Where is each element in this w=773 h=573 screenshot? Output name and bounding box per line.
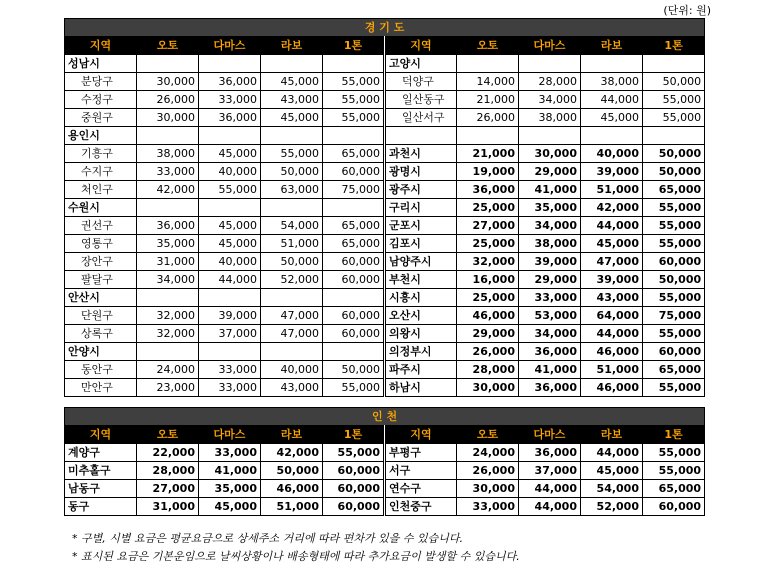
rate-value: 43,000 — [261, 379, 323, 397]
rate-value: 60,000 — [323, 253, 385, 271]
rate-value: 55,000 — [643, 462, 705, 480]
rate-value: 55,000 — [323, 444, 385, 462]
rate-value: 26,000 — [457, 462, 519, 480]
table-row — [65, 271, 705, 289]
city-name: 부평구 — [385, 444, 457, 462]
city-group-name: 성남시 — [65, 55, 137, 73]
rate-value: 36,000 — [457, 181, 519, 199]
city-name: 남양주시 — [385, 253, 457, 271]
city-name: 광명시 — [385, 163, 457, 181]
rate-value: 44,000 — [581, 325, 643, 343]
rate-value: 32,000 — [457, 253, 519, 271]
table-row — [65, 253, 705, 271]
empty-cell — [137, 289, 199, 307]
table-row — [65, 199, 705, 217]
rate-value: 65,000 — [643, 181, 705, 199]
rate-value: 33,000 — [519, 289, 581, 307]
rate-value: 50,000 — [643, 73, 705, 91]
rate-value: 39,000 — [581, 271, 643, 289]
rate-value: 64,000 — [581, 307, 643, 325]
column-header: 오토 — [457, 37, 519, 55]
empty-cell — [457, 127, 519, 145]
unit-label: (단위: 원) — [663, 4, 711, 17]
rate-value: 60,000 — [323, 325, 385, 343]
column-header: 지역 — [65, 426, 137, 444]
table-row — [65, 145, 705, 163]
rate-value: 21,000 — [457, 145, 519, 163]
empty-cell — [137, 127, 199, 145]
rate-value: 24,000 — [457, 444, 519, 462]
table-row — [65, 480, 705, 498]
table-row — [65, 462, 705, 480]
column-header: 라보 — [581, 37, 643, 55]
empty-cell — [581, 55, 643, 73]
rate-value: 38,000 — [581, 73, 643, 91]
rate-value: 35,000 — [519, 199, 581, 217]
district-name: 수정구 — [65, 91, 137, 109]
rate-value: 33,000 — [457, 498, 519, 516]
rate-value: 32,000 — [137, 325, 199, 343]
city-name: 하남시 — [385, 379, 457, 397]
city-name: 구리시 — [385, 199, 457, 217]
table-row — [65, 91, 705, 109]
empty-cell — [643, 127, 705, 145]
rate-value: 44,000 — [199, 271, 261, 289]
column-header: 라보 — [261, 37, 323, 55]
column-header-row — [65, 37, 705, 55]
rate-value: 60,000 — [323, 462, 385, 480]
rate-value: 36,000 — [137, 217, 199, 235]
rate-value: 34,000 — [519, 91, 581, 109]
column-header: 다마스 — [199, 426, 261, 444]
rate-value: 50,000 — [643, 271, 705, 289]
empty-cell — [261, 127, 323, 145]
empty-cell — [137, 343, 199, 361]
column-header-row — [65, 426, 705, 444]
rate-value: 33,000 — [199, 91, 261, 109]
rate-value: 50,000 — [643, 163, 705, 181]
rate-value: 16,000 — [457, 271, 519, 289]
city-name: 오산시 — [385, 307, 457, 325]
city-group-name: 용인시 — [65, 127, 137, 145]
empty-cell — [199, 289, 261, 307]
district-name: 처인구 — [65, 181, 137, 199]
rate-value: 28,000 — [137, 462, 199, 480]
rate-value: 41,000 — [199, 462, 261, 480]
rate-value: 35,000 — [137, 235, 199, 253]
rate-value: 33,000 — [199, 444, 261, 462]
rate-value: 36,000 — [519, 444, 581, 462]
rate-value: 34,000 — [519, 325, 581, 343]
table-row — [65, 498, 705, 516]
table-row — [65, 127, 705, 145]
rate-value: 26,000 — [137, 91, 199, 109]
column-header: 1톤 — [323, 426, 385, 444]
city-name: 파주시 — [385, 361, 457, 379]
rate-value: 75,000 — [323, 181, 385, 199]
column-header: 1톤 — [643, 37, 705, 55]
rate-value: 63,000 — [261, 181, 323, 199]
empty-cell — [385, 127, 457, 145]
table-row — [65, 307, 705, 325]
empty-cell — [581, 127, 643, 145]
rate-value: 51,000 — [261, 498, 323, 516]
rate-value: 54,000 — [581, 480, 643, 498]
empty-cell — [457, 55, 519, 73]
column-header: 1톤 — [323, 37, 385, 55]
rate-value: 55,000 — [199, 181, 261, 199]
rate-value: 50,000 — [643, 145, 705, 163]
table-row — [65, 343, 705, 361]
city-group-name: 안양시 — [65, 343, 137, 361]
rate-value: 55,000 — [643, 91, 705, 109]
column-header: 지역 — [65, 37, 137, 55]
table-row — [65, 289, 705, 307]
column-header: 라보 — [261, 426, 323, 444]
rate-value: 46,000 — [581, 343, 643, 361]
rate-value: 34,000 — [137, 271, 199, 289]
empty-cell — [199, 127, 261, 145]
rate-value: 47,000 — [261, 325, 323, 343]
footnote: * 표시된 요금은 기본운임으로 날씨상황이나 배송형태에 따라 추가요금이 발생할 수 있습니다. — [72, 550, 520, 563]
rate-value: 30,000 — [137, 73, 199, 91]
column-header: 다마스 — [199, 37, 261, 55]
district-name: 만안구 — [65, 379, 137, 397]
rate-value: 65,000 — [323, 217, 385, 235]
rate-value: 22,000 — [137, 444, 199, 462]
rate-value: 45,000 — [199, 217, 261, 235]
rate-value: 55,000 — [323, 379, 385, 397]
rate-value: 50,000 — [261, 253, 323, 271]
rate-value: 55,000 — [643, 444, 705, 462]
column-header: 오토 — [137, 37, 199, 55]
rate-value: 14,000 — [457, 73, 519, 91]
rate-value: 44,000 — [519, 480, 581, 498]
city-name: 의왕시 — [385, 325, 457, 343]
rate-value: 32,000 — [137, 307, 199, 325]
table-row — [65, 444, 705, 462]
rate-value: 35,000 — [199, 480, 261, 498]
rate-value: 45,000 — [581, 109, 643, 127]
rate-value: 46,000 — [581, 379, 643, 397]
rate-value: 43,000 — [261, 91, 323, 109]
column-header: 지역 — [385, 37, 457, 55]
rate-value: 36,000 — [519, 379, 581, 397]
rate-value: 46,000 — [261, 480, 323, 498]
rate-value: 45,000 — [199, 498, 261, 516]
rate-value: 50,000 — [261, 163, 323, 181]
rate-value: 65,000 — [323, 235, 385, 253]
rate-value: 29,000 — [519, 271, 581, 289]
incheon-banner — [65, 408, 705, 426]
district-name: 일산서구 — [385, 109, 457, 127]
empty-cell — [261, 343, 323, 361]
rate-value: 60,000 — [643, 343, 705, 361]
rate-value: 34,000 — [519, 217, 581, 235]
table-row — [65, 217, 705, 235]
city-name: 서구 — [385, 462, 457, 480]
rate-value: 50,000 — [261, 462, 323, 480]
column-header: 1톤 — [643, 426, 705, 444]
empty-cell — [519, 127, 581, 145]
region-title: 인 천 — [65, 408, 705, 426]
table-row — [65, 73, 705, 91]
empty-cell — [137, 199, 199, 217]
rate-value: 37,000 — [199, 325, 261, 343]
rate-value: 33,000 — [199, 361, 261, 379]
rate-value: 65,000 — [643, 361, 705, 379]
column-header: 다마스 — [519, 37, 581, 55]
rate-value: 26,000 — [457, 343, 519, 361]
rate-value: 55,000 — [261, 145, 323, 163]
rate-value: 38,000 — [519, 109, 581, 127]
rate-value: 51,000 — [581, 361, 643, 379]
rate-value: 60,000 — [643, 498, 705, 516]
rate-value: 25,000 — [457, 235, 519, 253]
district-name: 기흥구 — [65, 145, 137, 163]
rate-value: 40,000 — [261, 361, 323, 379]
rate-value: 51,000 — [581, 181, 643, 199]
rate-value: 30,000 — [137, 109, 199, 127]
rate-value: 37,000 — [519, 462, 581, 480]
rate-value: 45,000 — [581, 462, 643, 480]
rate-value: 40,000 — [581, 145, 643, 163]
gyeonggi-rate-table — [64, 18, 705, 397]
column-header: 지역 — [385, 426, 457, 444]
empty-cell — [323, 289, 385, 307]
rate-value: 29,000 — [519, 163, 581, 181]
city-group-name: 고양시 — [385, 55, 457, 73]
empty-cell — [519, 55, 581, 73]
city-name: 동구 — [65, 498, 137, 516]
rate-value: 42,000 — [581, 199, 643, 217]
rate-value: 54,000 — [261, 217, 323, 235]
rate-value: 47,000 — [581, 253, 643, 271]
rate-value: 21,000 — [457, 91, 519, 109]
rate-value: 45,000 — [261, 73, 323, 91]
empty-cell — [323, 199, 385, 217]
rate-value: 55,000 — [323, 91, 385, 109]
city-name: 계양구 — [65, 444, 137, 462]
district-name: 팔달구 — [65, 271, 137, 289]
rate-value: 27,000 — [457, 217, 519, 235]
rate-value: 60,000 — [643, 253, 705, 271]
rate-value: 55,000 — [323, 73, 385, 91]
city-name: 군포시 — [385, 217, 457, 235]
city-group-name: 안산시 — [65, 289, 137, 307]
incheon-rate-table — [64, 407, 705, 516]
table-row — [65, 325, 705, 343]
district-name: 덕양구 — [385, 73, 457, 91]
rate-value: 24,000 — [137, 361, 199, 379]
rate-value: 55,000 — [643, 235, 705, 253]
district-name: 장안구 — [65, 253, 137, 271]
footnotes — [72, 530, 520, 566]
district-name: 중원구 — [65, 109, 137, 127]
rate-value: 45,000 — [199, 145, 261, 163]
rate-value: 40,000 — [199, 253, 261, 271]
table-row — [65, 109, 705, 127]
rate-value: 42,000 — [137, 181, 199, 199]
rate-value: 43,000 — [581, 289, 643, 307]
table-row — [65, 379, 705, 397]
rate-value: 30,000 — [457, 480, 519, 498]
rate-value: 55,000 — [323, 109, 385, 127]
footnote: * 구별, 시별 요금은 평균요금으로 상세주소 거리에 따라 편차가 있을 수 있습니다. — [72, 532, 463, 545]
rate-value: 52,000 — [261, 271, 323, 289]
district-name: 수지구 — [65, 163, 137, 181]
city-name: 남동구 — [65, 480, 137, 498]
table-row — [65, 55, 705, 73]
rate-value: 47,000 — [261, 307, 323, 325]
table-row — [65, 361, 705, 379]
city-name: 과천시 — [385, 145, 457, 163]
rate-value: 29,000 — [457, 325, 519, 343]
rate-value: 39,000 — [199, 307, 261, 325]
rate-value: 25,000 — [457, 289, 519, 307]
empty-cell — [137, 55, 199, 73]
rate-value: 44,000 — [581, 91, 643, 109]
rate-value: 60,000 — [323, 163, 385, 181]
rate-value: 41,000 — [519, 181, 581, 199]
empty-cell — [199, 343, 261, 361]
rate-value: 55,000 — [643, 325, 705, 343]
rate-value: 45,000 — [199, 235, 261, 253]
empty-cell — [323, 55, 385, 73]
rate-value: 44,000 — [581, 217, 643, 235]
rate-value: 31,000 — [137, 253, 199, 271]
district-name: 영통구 — [65, 235, 137, 253]
empty-cell — [643, 55, 705, 73]
city-name: 연수구 — [385, 480, 457, 498]
column-header: 다마스 — [519, 426, 581, 444]
rate-value: 19,000 — [457, 163, 519, 181]
rate-value: 33,000 — [137, 163, 199, 181]
rate-value: 36,000 — [199, 73, 261, 91]
empty-cell — [261, 55, 323, 73]
district-name: 단원구 — [65, 307, 137, 325]
region-title: 경 기 도 — [65, 19, 705, 37]
rate-value: 60,000 — [323, 498, 385, 516]
rate-value: 50,000 — [323, 361, 385, 379]
city-name: 김포시 — [385, 235, 457, 253]
city-name: 시흥시 — [385, 289, 457, 307]
rate-value: 38,000 — [137, 145, 199, 163]
rate-value: 44,000 — [581, 444, 643, 462]
city-name: 인천중구 — [385, 498, 457, 516]
rate-value: 55,000 — [643, 217, 705, 235]
rate-value: 60,000 — [323, 480, 385, 498]
city-group-name: 수원시 — [65, 199, 137, 217]
column-header: 라보 — [581, 426, 643, 444]
rate-value: 65,000 — [643, 480, 705, 498]
rate-value: 30,000 — [457, 379, 519, 397]
empty-cell — [261, 199, 323, 217]
rate-value: 39,000 — [581, 163, 643, 181]
city-name: 광주시 — [385, 181, 457, 199]
rate-value: 25,000 — [457, 199, 519, 217]
district-name: 동안구 — [65, 361, 137, 379]
rate-value: 55,000 — [643, 289, 705, 307]
city-name: 의정부시 — [385, 343, 457, 361]
empty-cell — [261, 289, 323, 307]
rate-value: 31,000 — [137, 498, 199, 516]
rate-value: 40,000 — [199, 163, 261, 181]
rate-value: 46,000 — [457, 307, 519, 325]
rate-value: 41,000 — [519, 361, 581, 379]
rate-value: 51,000 — [261, 235, 323, 253]
rate-value: 30,000 — [519, 145, 581, 163]
empty-cell — [199, 199, 261, 217]
empty-cell — [199, 55, 261, 73]
city-name: 부천시 — [385, 271, 457, 289]
gyeonggi-banner — [65, 19, 705, 37]
table-row — [65, 235, 705, 253]
rate-value: 26,000 — [457, 109, 519, 127]
rate-value: 45,000 — [581, 235, 643, 253]
table-row — [65, 163, 705, 181]
rate-value: 38,000 — [519, 235, 581, 253]
rate-value: 23,000 — [137, 379, 199, 397]
table-row — [65, 181, 705, 199]
empty-cell — [323, 127, 385, 145]
rate-value: 36,000 — [199, 109, 261, 127]
rate-value: 36,000 — [519, 343, 581, 361]
rate-value: 55,000 — [643, 199, 705, 217]
rate-value: 33,000 — [199, 379, 261, 397]
rate-value: 52,000 — [581, 498, 643, 516]
rate-value: 53,000 — [519, 307, 581, 325]
rate-value: 27,000 — [137, 480, 199, 498]
rate-value: 28,000 — [457, 361, 519, 379]
rate-value: 28,000 — [519, 73, 581, 91]
rate-value: 55,000 — [643, 109, 705, 127]
district-name: 일산동구 — [385, 91, 457, 109]
rate-value: 75,000 — [643, 307, 705, 325]
district-name: 상록구 — [65, 325, 137, 343]
rate-value: 42,000 — [261, 444, 323, 462]
empty-cell — [323, 343, 385, 361]
rate-value: 55,000 — [643, 379, 705, 397]
rate-value: 39,000 — [519, 253, 581, 271]
city-name: 미추홀구 — [65, 462, 137, 480]
district-name: 권선구 — [65, 217, 137, 235]
rate-value: 65,000 — [323, 145, 385, 163]
rate-value: 60,000 — [323, 271, 385, 289]
rate-value: 45,000 — [261, 109, 323, 127]
column-header: 오토 — [137, 426, 199, 444]
rate-value: 44,000 — [519, 498, 581, 516]
rate-value: 60,000 — [323, 307, 385, 325]
district-name: 분당구 — [65, 73, 137, 91]
column-header: 오토 — [457, 426, 519, 444]
